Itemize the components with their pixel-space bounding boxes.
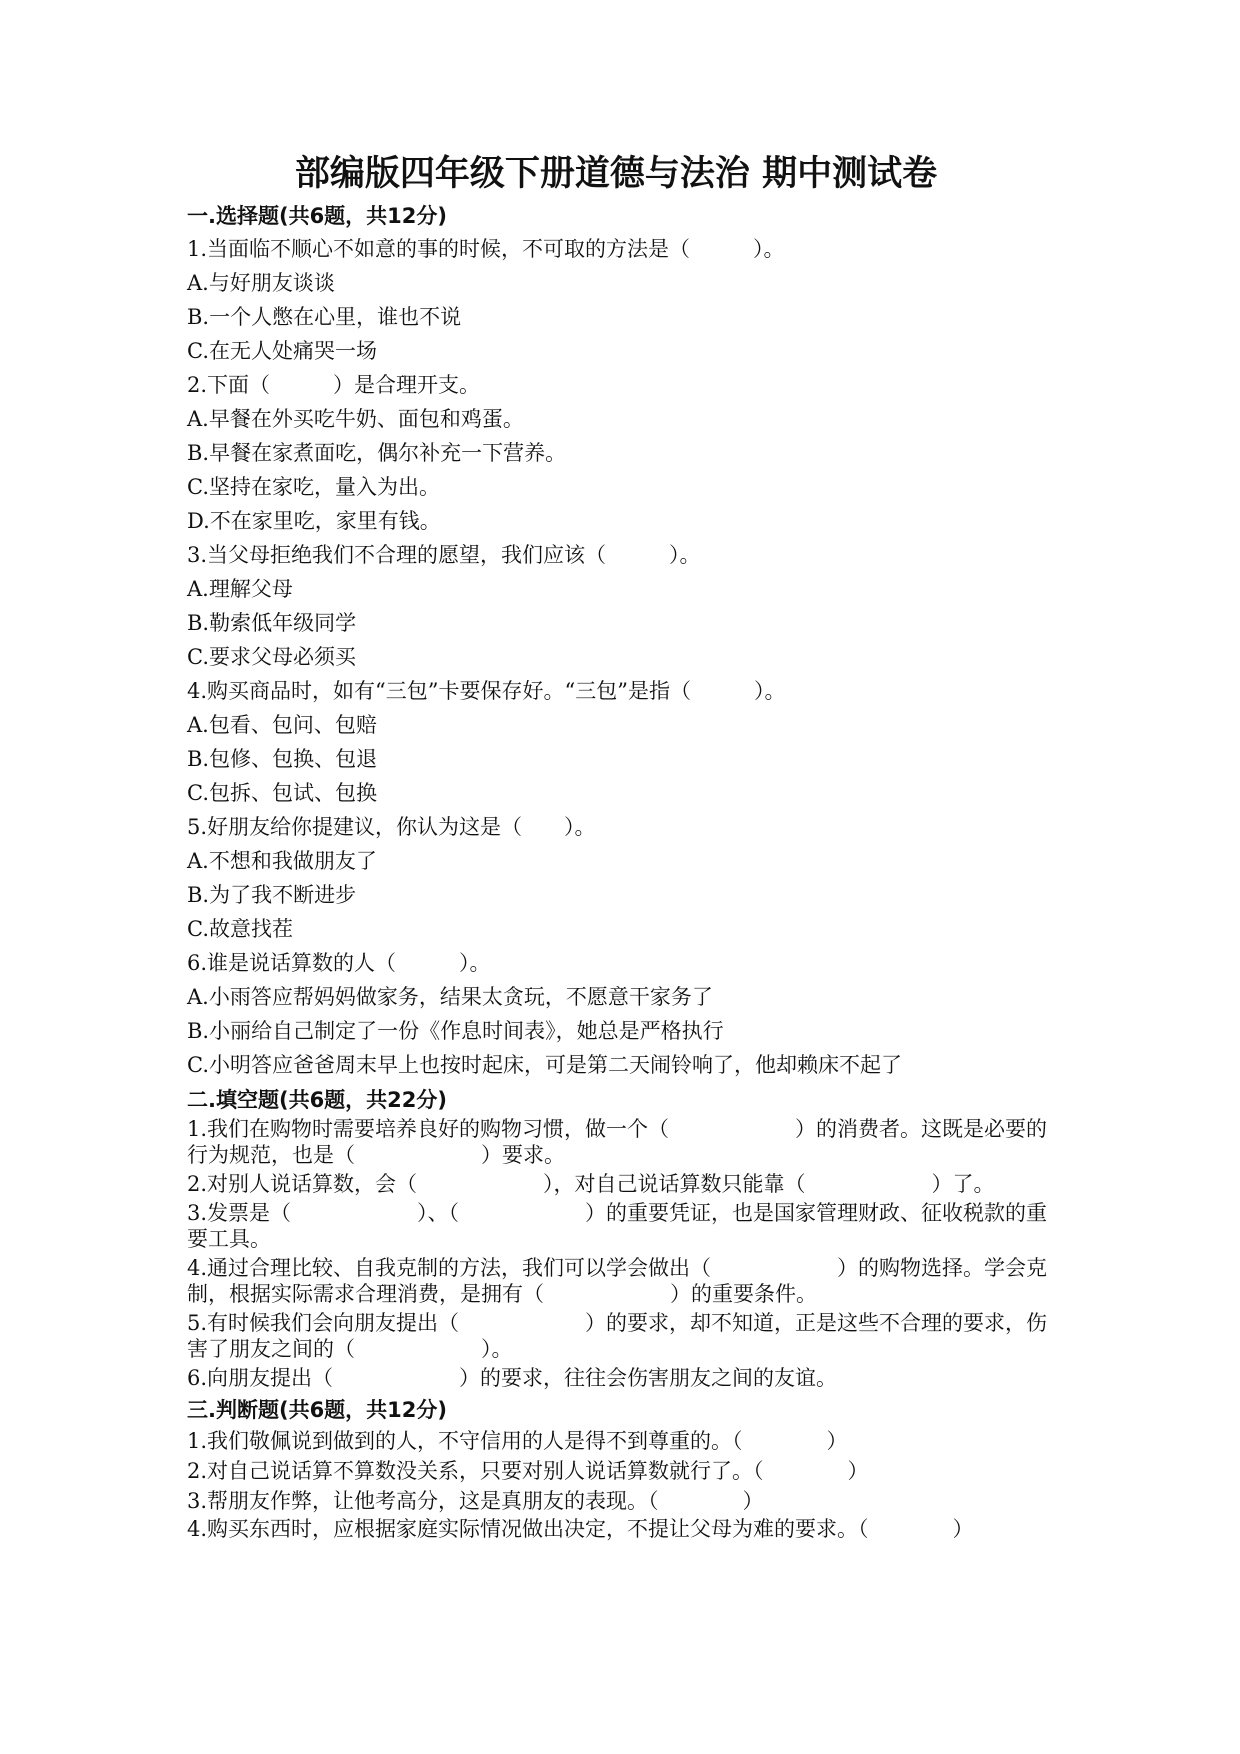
section-heading-true-false: 三.判断题(共6题，共12分) bbox=[187, 1398, 448, 1422]
fill-blank-question: 1.我们在购物时需要培养良好的购物习惯，做一个（ ）的消费者。这既是必要的行为规范，也是（ ）要求。 bbox=[187, 1117, 1048, 1167]
option: B.包修、包换、包退 bbox=[187, 747, 378, 771]
true-false-question: 4.购买东西时，应根据家庭实际情况做出决定，不提让父母为难的要求。（ ） bbox=[187, 1517, 974, 1541]
fill-blank-question: 3.发票是（ ）、（ ）的重要凭证，也是国家管理财政、征收税款的重要工具。 bbox=[187, 1201, 1048, 1251]
fill-blank-question: 6.向朋友提出（ ）的要求，往往会伤害朋友之间的友谊。 bbox=[187, 1366, 838, 1390]
question-block bbox=[187, 946, 1057, 1082]
question-block bbox=[187, 810, 1057, 946]
option: C.包拆、包试、包换 bbox=[187, 781, 377, 805]
option: C.要求父母必须买 bbox=[187, 645, 356, 669]
option: A.理解父母 bbox=[187, 577, 293, 601]
fill-blank-question: 4.通过合理比较、自我克制的方法，我们可以学会做出（ ）的购物选择。学会克制，根据实际需求合理消费，是拥有（ ）的重要条件。 bbox=[187, 1256, 1048, 1306]
option: C.在无人处痛哭一场 bbox=[187, 339, 377, 363]
question-stem: 3.当父母拒绝我们不合理的愿望，我们应该（ ）。 bbox=[187, 543, 701, 567]
option: B.为了我不断进步 bbox=[187, 883, 357, 907]
option: B.早餐在家煮面吃，偶尔补充一下营养。 bbox=[187, 441, 567, 465]
exam-paper bbox=[187, 148, 1057, 1545]
question-stem: 5.好朋友给你提建议，你认为这是（ ）。 bbox=[187, 815, 596, 839]
true-false-question: 3.帮朋友作弊，让他考高分，这是真朋友的表现。（ ） bbox=[187, 1489, 764, 1513]
option: C.坚持在家吃，量入为出。 bbox=[187, 475, 440, 499]
option: C.小明答应爸爸周末早上也按时起床，可是第二天闹铃响了，他却赖床不起了 bbox=[187, 1053, 902, 1077]
section-heading-fill-blank: 二.填空题(共6题，共22分) bbox=[187, 1088, 448, 1112]
page-title: 部编版四年级下册道德与法治 期中测试卷 bbox=[294, 154, 938, 194]
option: B.勒索低年级同学 bbox=[187, 611, 357, 635]
question-stem: 1.当面临不顺心不如意的事的时候，不可取的方法是（ ）。 bbox=[187, 237, 785, 261]
section-heading-choice: 一.选择题(共6题，共12分) bbox=[187, 204, 448, 228]
question-stem: 2.下面（ ）是合理开支。 bbox=[187, 373, 481, 397]
fill-blank-question: 5.有时候我们会向朋友提出（ ）的要求，却不知道，正是这些不合理的要求，伤害了朋友之间的（ ）。 bbox=[187, 1311, 1048, 1361]
question-block bbox=[187, 232, 1057, 368]
option: D.不在家里吃，家里有钱。 bbox=[187, 509, 441, 533]
true-false-question: 1.我们敬佩说到做到的人，不守信用的人是得不到尊重的。（ ） bbox=[187, 1429, 848, 1453]
question-block bbox=[187, 538, 1057, 674]
true-false-question: 2.对自己说话算不算数没关系，只要对别人说话算数就行了。（ ） bbox=[187, 1459, 869, 1483]
option: B.小丽给自己制定了一份《作息时间表》，她总是严格执行 bbox=[187, 1019, 724, 1043]
option: B.一个人憋在心里，谁也不说 bbox=[187, 305, 462, 329]
option: A.不想和我做朋友了 bbox=[187, 849, 377, 873]
option: C.故意找茬 bbox=[187, 917, 293, 941]
question-stem: 6.谁是说话算数的人（ ）。 bbox=[187, 951, 491, 975]
fill-blank-question: 2.对别人说话算数，会（ ），对自己说话算数只能靠（ ）了。 bbox=[187, 1172, 995, 1196]
option: A.包看、包问、包赔 bbox=[187, 713, 377, 737]
option: A.小雨答应帮妈妈做家务，结果太贪玩，不愿意干家务了 bbox=[187, 985, 713, 1009]
question-stem: 4.购买商品时，如有“三包”卡要保存好。“三包”是指（ ）。 bbox=[187, 679, 786, 703]
question-block bbox=[187, 368, 1057, 538]
question-block bbox=[187, 674, 1057, 810]
option: A.早餐在外买吃牛奶、面包和鸡蛋。 bbox=[187, 407, 524, 431]
option: A.与好朋友谈谈 bbox=[187, 271, 335, 295]
